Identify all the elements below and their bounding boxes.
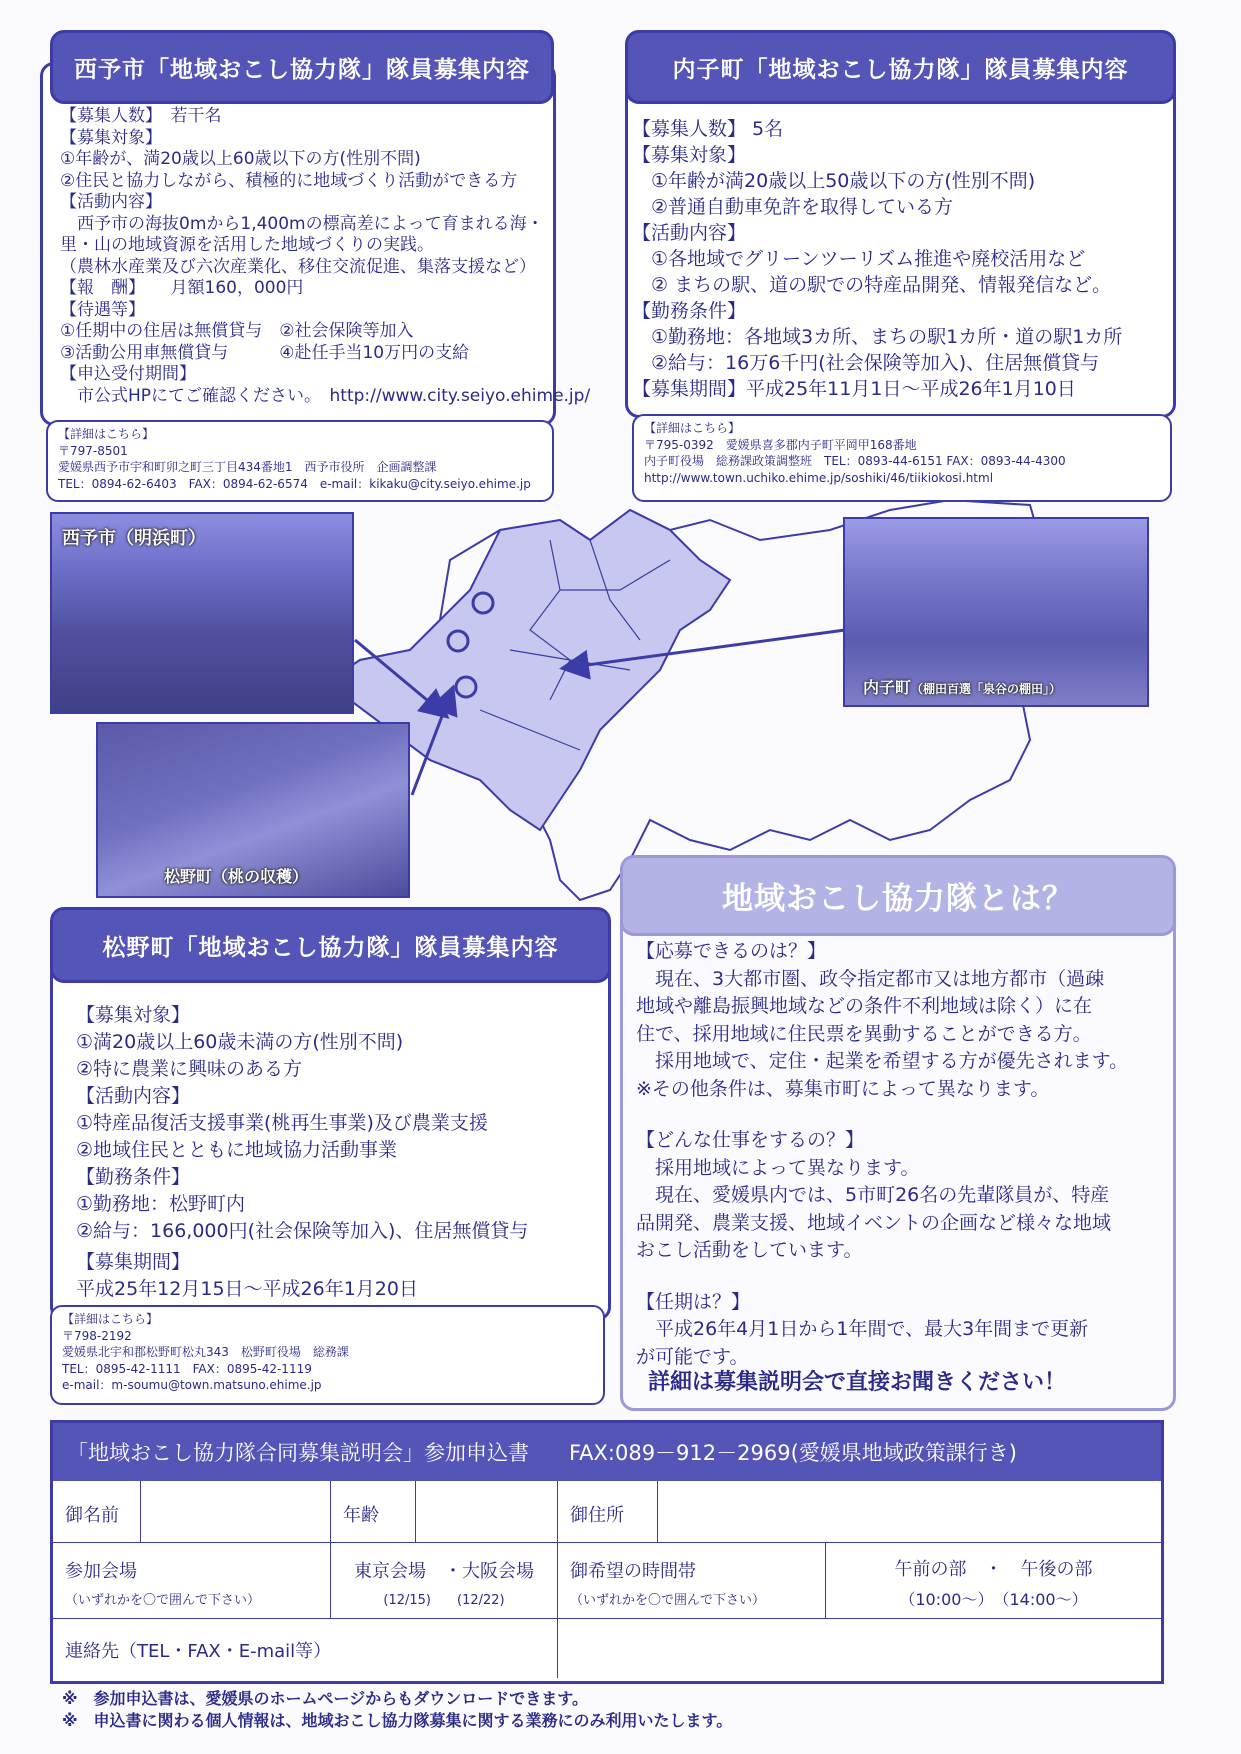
form-title: 「地域おこし協力隊合同募集説明会」参加申込書 xyxy=(67,1441,529,1465)
uchiko-line: 【活動内容】 xyxy=(632,222,747,244)
about-line: 品開発、農業支援、地域イベントの企画など様々な地域 xyxy=(636,1211,1112,1234)
uchiko-photo-title: 内子町 xyxy=(863,678,912,697)
matsuno-line: ②地域住民とともに地域協力活動事業 xyxy=(76,1139,398,1161)
matsuno-line: 【募集対象】 xyxy=(76,1004,191,1026)
about-line: 採用地域で、定住・起業を希望する方が優先されます。 xyxy=(636,1050,1129,1072)
seiyo-line: ①任期中の住居は無償貸与 ②社会保険等加入 xyxy=(60,321,414,341)
seiyo-line: 【待遇等】 xyxy=(60,299,145,320)
seiyo-arrow xyxy=(355,640,445,715)
contact-line: 愛媛県北宇和郡松野町松丸343 松野町役場 総務課 xyxy=(62,1345,349,1359)
matsuno-photo-label: 松野町（桃の収穫） xyxy=(164,867,309,886)
contact-line: 〒795-0392 愛媛県喜多郡内子町平岡甲168番地 xyxy=(644,437,917,452)
footer-note: ※ 参加申込書は、愛媛県のホームページからもダウンロードできます。 xyxy=(62,1689,588,1708)
venue-note: （いずれかを〇で囲んで下さい） xyxy=(65,1593,261,1608)
about-body xyxy=(636,938,1166,1371)
uchiko-photo-subtitle: （棚田百選「泉谷の棚田」） xyxy=(911,682,1062,696)
contact-line: 【詳細はこちら】 xyxy=(58,427,155,441)
matsuno-title: 松野町「地域おこし協力隊」隊員募集内容 xyxy=(102,934,559,961)
time-label: 御希望の時間帯 xyxy=(570,1561,696,1582)
footer-notes xyxy=(62,1688,732,1732)
about-line: 採用地域によって異なります。 xyxy=(636,1156,920,1179)
about-line: おこし活動をしています。 xyxy=(636,1239,863,1261)
uchiko-line: 【勤務条件】 xyxy=(632,300,747,322)
seiyo-line: 【募集人数】 若干名 xyxy=(60,106,222,126)
contact-line: e-mail：m-soumu@town.matsuno.ehime.jp xyxy=(62,1378,322,1392)
uchiko-photo-label xyxy=(863,675,1061,698)
form-header xyxy=(53,1423,1161,1481)
about-line: 平成26年4月1日から1年間で、最大3年間まで更新 xyxy=(636,1318,1089,1340)
contact-line: 〒797-8501 xyxy=(58,443,128,458)
venue-label: 参加会場 xyxy=(65,1561,137,1582)
time-options: 午前の部 ・ 午後の部 xyxy=(894,1559,1093,1580)
contact-line: 【詳細はこちら】 xyxy=(644,421,741,435)
name-field[interactable] xyxy=(141,1481,331,1543)
venue-options-cell[interactable] xyxy=(331,1543,558,1619)
time-options-cell[interactable] xyxy=(826,1543,1161,1619)
uchiko-photo xyxy=(843,517,1149,707)
seiyo-photo xyxy=(50,512,354,714)
age-label: 年齢 xyxy=(343,1505,379,1526)
contact-line: http://www.town.uchiko.ehime.jp/soshiki/46/tiikiokosi.html xyxy=(644,470,994,485)
about-line: 現在、3大都市圏、政令指定都市又は地方都市（過疎 xyxy=(636,967,1105,990)
time-hours: （10:00～） （14:00～） xyxy=(899,1590,1088,1609)
contact-line: 愛媛県西予市宇和町卯之町三丁目434番地1 西予市役所 企画調整課 xyxy=(58,460,437,474)
about-closing: 詳細は募集説明会で直接お聞きください！ xyxy=(648,1370,1067,1395)
uchiko-line: ②給与：16万6千円(社会保険等加入)、住居無償貸与 xyxy=(632,352,1100,374)
footer-note: ※ 申込書に関わる個人情報は、地域おこし協力隊募集に関する業務にのみ利用いたします。 xyxy=(62,1711,733,1730)
contact-line: TEL：0894-62-6403 FAX：0894-62-6574 e-mail：kikaku@city.seiyo.ehime.jp xyxy=(58,476,531,491)
matsuno-body xyxy=(76,1002,596,1303)
matsuno-line: ①特産品復活支援事業(桃再生事業)及び農業支援 xyxy=(76,1112,488,1134)
application-form xyxy=(50,1420,1164,1684)
age-field[interactable] xyxy=(416,1481,558,1543)
about-question: 【どんな仕事をするの？】 xyxy=(636,1129,865,1151)
seiyo-line: 西予市の海抜0mから1,400mの標高差によって育まれる海・ xyxy=(60,213,544,234)
about-line: 地域や離島振興地域などの条件不利地域は除く）に在 xyxy=(636,995,1093,1017)
uchiko-line: ①年齢が満20歳以上50歳以下の方(性別不問) xyxy=(632,170,1036,192)
uchiko-line: ② まちの駅、道の駅での特産品開発、情報発信など。 xyxy=(632,274,1112,296)
contact-label: 連絡先（TEL・FAX・E-mail等） xyxy=(65,1641,332,1662)
seiyo-photo-label: 西予市（明浜町） xyxy=(62,528,206,549)
about-title: 地域おこし協力隊とは？ xyxy=(722,881,1074,917)
uchiko-title: 内子町「地域おこし協力隊」隊員募集内容 xyxy=(672,56,1129,83)
seiyo-title: 西予市「地域おこし協力隊」隊員募集内容 xyxy=(74,56,530,83)
venue-label-cell xyxy=(53,1543,331,1619)
uchiko-line: 【募集期間】平成25年11月1日～平成26年1月10日 xyxy=(632,378,1076,400)
seiyo-line: 【申込受付期間】 xyxy=(60,364,196,384)
about-line: が可能です。 xyxy=(636,1345,749,1368)
matsuno-line: ①満20歳以上60歳未満の方(性別不問) xyxy=(76,1031,404,1053)
age-label-cell xyxy=(331,1481,416,1543)
uchiko-line: ②普通自動車免許を取得している方 xyxy=(632,196,954,218)
uchiko-arrow xyxy=(565,630,845,668)
address-field[interactable] xyxy=(658,1481,1161,1543)
uchiko-line: ①各地域でグリーンツーリズム推進や廃校活用など xyxy=(632,248,1086,270)
matsuno-line: 【勤務条件】 xyxy=(76,1166,191,1188)
matsuno-line: ②特に農業に興味のある方 xyxy=(76,1058,303,1080)
name-label: 御名前 xyxy=(65,1505,119,1526)
name-label-cell xyxy=(53,1481,141,1543)
about-question: 【応募できるのは？】 xyxy=(636,940,827,962)
matsuno-header xyxy=(50,907,611,983)
about-line: 住で、採用地域に住民票を異動することができる方。 xyxy=(636,1022,1092,1045)
contact-line: 内子町役場 総務課政策調整班 TEL：0893-44-6151 FAX：0893-44-4300 xyxy=(644,454,1066,468)
contact-field[interactable] xyxy=(558,1619,1161,1678)
seiyo-line: ③活動公用車無償貸与 ④赴任手当10万円の支給 xyxy=(60,342,470,363)
venue-options: 東京会場 ・大阪会場 xyxy=(354,1561,534,1582)
form-fax: FAX:089－912－2969(愛媛県地域政策課行き) xyxy=(569,1441,1017,1465)
matsuno-line: ①勤務地：松野町内 xyxy=(76,1193,246,1215)
seiyo-line: （農林水産業及び六次産業化、移住交流促進、集落支援など） xyxy=(60,256,536,277)
about-question: 【任期は？】 xyxy=(636,1290,751,1313)
seiyo-line: 市公式HPにてご確認ください。 http://www.city.seiyo.ehime.jp/ xyxy=(60,385,591,406)
address-label: 御住所 xyxy=(570,1505,624,1526)
about-header xyxy=(620,855,1176,936)
seiyo-line: ②住民と協力しながら、積極的に地域づくり活動ができる方 xyxy=(60,170,518,191)
matsuno-line: 【活動内容】 xyxy=(76,1085,191,1107)
matsuno-line: 【募集期間】 xyxy=(76,1251,191,1273)
contact-line: 〒798-2192 xyxy=(62,1328,132,1343)
seiyo-line: ①年齢が、満20歳以上60歳以下の方(性別不問) xyxy=(60,149,421,169)
matsuno-photo xyxy=(96,722,410,898)
uchiko-line: 【募集対象】 xyxy=(632,144,747,166)
matsuno-line: 平成25年12月15日～平成26年1月20日 xyxy=(76,1278,418,1300)
seiyo-line: 里・山の地域資源を活用した地域づくりの実践。 xyxy=(60,235,434,255)
matsuno-contact xyxy=(50,1305,605,1405)
contact-line: 【詳細はこちら】 xyxy=(62,1312,159,1326)
uchiko-line: ①勤務地：各地域3カ所、まちの駅1カ所・道の駅1カ所 xyxy=(632,326,1123,348)
address-label-cell xyxy=(558,1481,658,1543)
venue-dates: (12/15) (12/22) xyxy=(383,1593,505,1608)
contact-line: TEL：0895-42-1111 FAX：0895-42-1119 xyxy=(62,1361,312,1376)
about-line: ※その他条件は、募集市町によって異なります。 xyxy=(636,1077,1050,1100)
contact-label-cell xyxy=(53,1619,558,1678)
seiyo-line: 【報 酬】 月額160，000円 xyxy=(60,278,304,298)
about-line: 現在、愛媛県内では、5市町26名の先輩隊員が、特産 xyxy=(636,1184,1110,1206)
seiyo-line: 【活動内容】 xyxy=(60,192,162,212)
time-note: （いずれかを〇で囲んで下さい） xyxy=(570,1593,766,1608)
time-label-cell xyxy=(558,1543,826,1619)
uchiko-line: 【募集人数】 5名 xyxy=(632,118,784,140)
seiyo-line: 【募集対象】 xyxy=(60,127,162,148)
matsuno-line: ②給与：166,000円(社会保険等加入)、住居無償貸与 xyxy=(76,1220,529,1242)
